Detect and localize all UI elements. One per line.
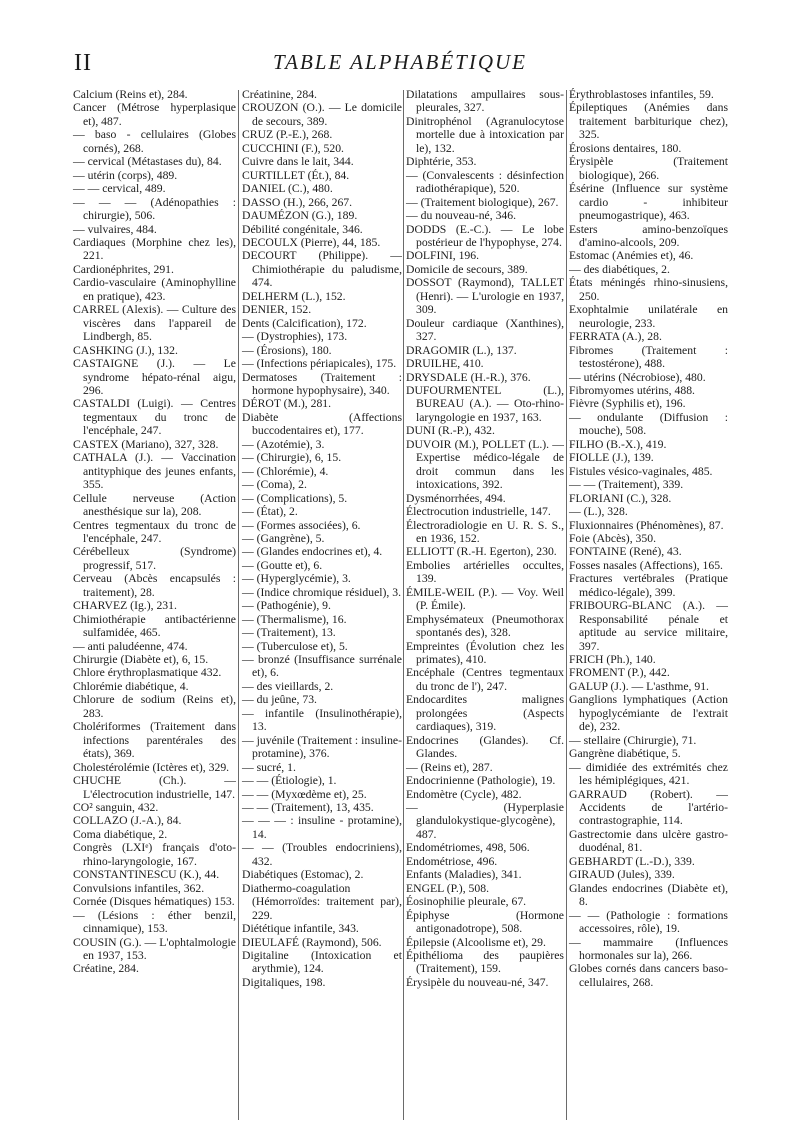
index-entry: Fièvre (Syphilis et), 196. (569, 397, 686, 411)
index-entry: GARRAUD (Robert). — Accidents de l'artério-contrastographie, 114. (569, 787, 728, 828)
index-entry: Fistules vésico-vaginales, 485. (569, 464, 713, 478)
index-entry: DUVOIR (M.), POLLET (L.). — Expertise médico-légale de droit commun dans les intoxications, 392. (406, 437, 564, 492)
page-title: TABLE ALPHABÉTIQUE (273, 50, 527, 74)
index-entry: DUFOURMENTEL (L.), BUREAU (A.). — Oto-rhino-laryngologie en 1937, 163. (406, 383, 564, 424)
index-entry: CATHALA (J.). — Vaccination antityphique des jeunes enfants, 355. (73, 451, 236, 492)
index-entry: — utérin (corps), 489. (73, 168, 178, 182)
index-entry: — — (Traitement), 339. (569, 478, 684, 492)
index-entry: — mammaire (Influences hormonales sur la), 266. (569, 935, 728, 962)
index-entry: Débilité congénitale, 346. (242, 222, 363, 236)
index-column-1 (73, 88, 236, 976)
index-entry: — — — : insuline - protamine), 14. (242, 814, 402, 841)
index-entry: — — cervical, 489. (73, 182, 166, 196)
index-entry: — (Convalescents : désinfection radiothérapique), 520. (406, 168, 564, 196)
index-entry: CROUZON (O.). — Le domicile de secours, 389. (242, 101, 402, 128)
index-entry: Cérébelleux (Syndrome) progressif, 517. (73, 545, 236, 572)
index-entry: Dents (Calcification), 172. (242, 316, 367, 330)
index-entry: Cancer (Métrose hyperplasique et), 487. (73, 101, 236, 128)
index-entry: Créatinine, 284. (242, 88, 317, 101)
index-entry: Cerveau (Abcès encapsulés : traitement), 28. (73, 572, 236, 599)
index-entry: — — (Myxœdème et), 25. (242, 787, 367, 801)
index-entry: — juvénile (Traitement : insuline-protamine), 376. (242, 733, 402, 761)
index-entry: Érythroblastoses infantiles, 59. (569, 88, 714, 101)
index-entry: — stellaire (Chirurgie), 71. (569, 733, 697, 747)
index-entry: FLORIANI (C.), 328. (569, 491, 672, 505)
index-entry: Globes cornés dans cancers baso-cellulaires, 268. (569, 962, 728, 989)
index-entry: Fosses nasales (Affections), 165. (569, 558, 723, 572)
index-entry: Épithélioma des paupières (Traitement), 159. (406, 949, 564, 976)
index-entry: Encéphale (Centres tegmentaux du tronc de l'), 247. (406, 666, 564, 693)
index-column-2 (242, 88, 402, 989)
column-separator (238, 90, 239, 1120)
page-number: II (74, 50, 92, 76)
index-entry: CASTAIGNE (J.). — Le syndrome hépato-rénal aigu, 296. (73, 357, 236, 397)
index-entry: — (Érosions), 180. (242, 343, 332, 357)
index-entry: CONSTANTINESCU (K.), 44. (73, 868, 220, 882)
index-entry: — — (Traitement), 13, 435. (242, 801, 374, 815)
index-entry: Endométriose, 496. (406, 854, 498, 868)
index-entry: DASSO (H.), 266, 267. (242, 195, 353, 209)
index-entry: DOLFINI, 196. (406, 249, 480, 263)
index-entry: DODDS (E.-C.). — Le lobe postérieur de l'hypophyse, 274. (406, 222, 564, 249)
index-entry: DANIEL (C.), 480. (242, 182, 333, 196)
index-entry: FROMENT (P.), 442. (569, 666, 670, 680)
index-entry: Diathermo-coagulation (Hémorroïdes: traitement par), 229. (242, 881, 402, 922)
index-entry: — (Dystrophies), 173. (242, 330, 348, 344)
index-entry: — (Glandes endocrines et), 4. (242, 545, 383, 559)
index-entry: Fluxionnaires (Phénomènes), 87. (569, 518, 724, 532)
index-entry: — (Chlorémie), 4. (242, 464, 329, 478)
index-entry: Diphtérie, 353. (406, 155, 477, 169)
index-entry: — — (Étiologie), 1. (242, 774, 337, 788)
index-entry: — (Traitement), 13. (242, 626, 336, 640)
index-entry: Créatine, 284. (73, 962, 139, 976)
index-entry: FRICH (Ph.), 140. (569, 653, 656, 667)
index-entry: DELHERM (L.), 152. (242, 289, 346, 303)
index-entry: Empreintes (Évolution chez les primates), 410. (406, 639, 564, 667)
index-entry: — — (Pathologie : formations accessoires, rôle), 19. (569, 908, 728, 936)
index-entry: — des vieillards, 2. (242, 679, 334, 693)
index-entry: Érysipèle (Traitement biologique), 266. (569, 155, 728, 182)
index-entry: DRAGOMIR (L.), 137. (406, 343, 517, 357)
page-header (74, 50, 726, 80)
index-entry: CHUCHE (Ch.). — L'électrocution industrielle, 147. (73, 774, 236, 801)
index-entry: Épilepsie (Alcoolisme et), 29. (406, 935, 546, 949)
index-entry: États méningés rhino-sinusiens, 250. (569, 276, 728, 303)
index-entry: Endocardites malignes prolongées (Aspects cardiaques), 319. (406, 693, 564, 734)
index-entry: — anti paludéenne, 474. (73, 639, 188, 653)
index-entry: Dilatations ampullaires sous-pleurales, 327. (406, 88, 564, 115)
index-entry: — (Thermalisme), 16. (242, 612, 347, 626)
index-entry: Épileptiques (Anémies dans traitement barbiturique chez), 325. (569, 101, 728, 142)
index-entry: Foie (Abcès), 350. (569, 531, 656, 545)
index-entry: — bronzé (Insuffisance surrénale et), 6. (242, 653, 402, 680)
index-entry: Ésérine (Influence sur système cardio - inhibiteur pneumogastrique), 463. (569, 182, 728, 223)
index-entry: ÉMILE-WEIL (P.). — Voy. Weil (P. Émile). (406, 585, 564, 613)
index-entry: Cholériformes (Traitement dans infections parentérales des états), 369. (73, 720, 236, 761)
index-entry: Exophtalmie unilatérale en neurologie, 233. (569, 303, 728, 330)
index-entry: — du jeûne, 73. (242, 693, 317, 707)
index-entry: DENIER, 152. (242, 303, 312, 317)
index-entry: Gastrectomie dans ulcère gastro-duodénal, 81. (569, 827, 728, 855)
index-entry: — (Gangrène), 5. (242, 531, 325, 545)
index-entry: — du nouveau-né, 346. (406, 209, 517, 223)
index-entry: Centres tegmentaux du tronc de l'encéphale, 247. (73, 518, 236, 545)
index-entry: Dysménorrhées, 494. (406, 491, 506, 505)
index-entry: CARREL (Alexis). — Culture des viscères dans l'appareil de Lindbergh, 85. (73, 303, 236, 344)
index-entry: FIOLLE (J.), 139. (569, 451, 654, 465)
index-entry: Érosions dentaires, 180. (569, 141, 682, 155)
index-entry: DECOURT (Philippe). — Chimiothérapie du paludisme, 474. (242, 249, 402, 290)
index-entry: CASTALDI (Luigi). — Centres tegmentaux du tronc de l'encéphale, 247. (73, 397, 236, 438)
index-entry: Endométriomes, 498, 506. (406, 841, 530, 855)
column-separator (566, 90, 567, 1120)
index-entry: — (Traitement biologique), 267. (406, 195, 559, 209)
index-entry: Endocrinienne (Pathologie), 19. (406, 774, 556, 788)
index-entry: Fractures vertébrales (Pratique médico-légale), 399. (569, 572, 728, 599)
index-entry: Cardio-vasculaire (Aminophylline en pratique), 423. (73, 276, 236, 303)
index-entry: — des diabétiques, 2. (569, 262, 670, 276)
index-entry: Chlorure de sodium (Reins et), 283. (73, 693, 236, 720)
index-entry: — (Infections périapicales), 175. (242, 357, 397, 371)
index-entry: Diabète (Affections buccodentaires et), 177. (242, 410, 402, 438)
index-entry: DOSSOT (Raymond), TALLET (Henri). — L'urologie en 1937, 309. (406, 276, 564, 317)
index-entry: CO² sanguin, 432. (73, 801, 159, 815)
index-entry: Fibromyomes utérins, 488. (569, 383, 695, 397)
index-entry: Chimiothérapie antibactérienne sulfamidée, 465. (73, 612, 236, 640)
index-entry: — (Hyperplasie glandulokystique-glycogène), 487. (406, 801, 564, 841)
index-entry: — baso - cellulaires (Globes cornés), 268. (73, 128, 236, 155)
index-entry: CHARVEZ (Ig.), 231. (73, 599, 177, 613)
index-entry: — (Chirurgie), 6, 15. (242, 451, 342, 465)
index-entry: Ganglions lymphatiques (Action hypoglycémiante de l'extrait de), 232. (569, 693, 728, 734)
index-entry: Digitaliques, 198. (242, 975, 326, 989)
index-entry: — (Coma), 2. (242, 478, 307, 492)
index-entry: Cuivre dans le lait, 344. (242, 155, 354, 169)
index-entry: CURTILLET (Ét.), 84. (242, 168, 350, 182)
index-entry: Éosinophilie pleurale, 67. (406, 895, 527, 909)
index-entry: DIEULAFÉ (Raymond), 506. (242, 935, 382, 949)
index-entry: Calcium (Reins et), 284. (73, 88, 188, 101)
index-entry: Chlorémie diabétique, 4. (73, 679, 189, 693)
index-entry: ENGEL (P.), 508. (406, 881, 489, 895)
index-entry: — (Reins et), 287. (406, 760, 493, 774)
index-entry: Endocrines (Glandes). Cf. Glandes. (406, 733, 564, 761)
index-entry: DECOULX (Pierre), 44, 185. (242, 235, 381, 249)
index-entry: DAUMÉZON (G.), 189. (242, 209, 358, 223)
index-entry: Domicile de secours, 389. (406, 262, 528, 276)
index-entry: Épiphyse (Hormone antigonadotrope), 508. (406, 908, 564, 936)
index-entry: — — (Troubles endocriniens), 432. (242, 841, 402, 868)
index-entry: — (État), 2. (242, 505, 298, 519)
index-entry: DUNI (R.-P.), 432. (406, 424, 495, 438)
index-entry: GEBHARDT (L.-D.), 339. (569, 854, 695, 868)
index-entry: CASTEX (Mariano), 327, 328. (73, 437, 219, 451)
index-entry: Cornée (Disques hématiques) 153. (73, 895, 235, 909)
index-entry: — ondulante (Diffusion : mouche), 508. (569, 410, 728, 438)
index-entry: Chlore érythroplasmatique 432. (73, 666, 222, 680)
index-entry: Estomac (Anémies et), 46. (569, 249, 694, 263)
index-entry: — (Formes associées), 6. (242, 518, 361, 532)
index-entry: COUSIN (G.). — L'ophtalmologie en 1937, 153. (73, 935, 236, 962)
index-entry: Diététique infantile, 343. (242, 922, 359, 936)
index-entry: DRYSDALE (H.-R.), 376. (406, 370, 531, 384)
index-entry: Dinitrophénol (Agranulocytose mortelle due à intoxication par le), 132. (406, 114, 564, 155)
index-entry: — infantile (Insulinothérapie), 13. (242, 706, 402, 734)
index-entry: FILHO (B.-X.), 419. (569, 437, 667, 451)
index-entry: — dimidiée des extrémités chez les hémiplégiques, 421. (569, 760, 728, 788)
index-entry: Cardiaques (Morphine chez les), 221. (73, 235, 236, 263)
index-entry: Cholestérolémie (Ictères et), 329. (73, 760, 230, 774)
index-entry: Endomètre (Cycle), 482. (406, 787, 522, 801)
index-entry: — vulvaires, 484. (73, 222, 157, 236)
index-entry: — cervical (Métastases du), 84. (73, 155, 222, 169)
index-entry: Érysipèle du nouveau-né, 347. (406, 975, 549, 989)
index-entry: Dermatoses (Traitement : hormone hypophysaire), 340. (242, 370, 402, 397)
index-entry: — (Complications), 5. (242, 491, 348, 505)
index-entry: Gangrène diabétique, 5. (569, 747, 681, 761)
index-entry: GALUP (J.). — L'asthme, 91. (569, 679, 709, 693)
index-entry: DÉROT (M.), 281. (242, 397, 332, 411)
index-entry: Électroradiologie en U. R. S. S., en 1936, 152. (406, 518, 564, 545)
index-entry: CRUZ (P.-E.), 268. (242, 128, 333, 142)
index-entry: — (Azotémie), 3. (242, 437, 325, 451)
column-separator (403, 90, 404, 1120)
index-entry: Glandes endocrines (Diabète et), 8. (569, 881, 728, 909)
index-entry: — utérins (Nécrobiose), 480. (569, 370, 706, 384)
index-entry: CASHKING (J.), 132. (73, 343, 178, 357)
index-entry: FONTAINE (René), 43. (569, 545, 682, 559)
index-entry: GIRAUD (Jules), 339. (569, 868, 675, 882)
index-entry: Chirurgie (Diabète et), 6, 15. (73, 653, 209, 667)
index-entry: — (L.), 328. (569, 505, 628, 519)
index-entry: ELLIOTT (R.-H. Egerton), 230. (406, 545, 557, 559)
index-entry: Électrocution industrielle, 147. (406, 505, 551, 519)
index-entry: — — — (Adénopathies : chirurgie), 506. (73, 195, 236, 223)
index-entry: Coma diabétique, 2. (73, 827, 168, 841)
index-entry: Convulsions infantiles, 362. (73, 881, 205, 895)
index-entry: — (Indice chromique résiduel), 3. (242, 585, 402, 599)
index-entry: Cardionéphrites, 291. (73, 262, 174, 276)
index-entry: — (Tuberculose et), 5. (242, 639, 348, 653)
index-entry: Diabétiques (Estomac), 2. (242, 868, 364, 882)
index-entry: Enfants (Maladies), 341. (406, 868, 522, 882)
index-entry: FERRATA (A.), 28. (569, 330, 662, 344)
index-entry: COLLAZO (J.-A.), 84. (73, 814, 182, 828)
index-entry: Esters amino-benzoïques d'amino-alcools, 209. (569, 222, 728, 249)
index-entry: Embolies artérielles occultes, 139. (406, 558, 564, 586)
index-entry: — (Goutte et), 6. (242, 558, 323, 572)
index-entry: Douleur cardiaque (Xanthines), 327. (406, 316, 564, 344)
index-entry: CUCCHINI (F.), 520. (242, 141, 344, 155)
index-entry: — (Lésions : éther benzil, cinnamique), 153. (73, 908, 236, 936)
index-column-4 (569, 88, 728, 989)
index-entry: Emphysémateux (Pneumothorax spontanés des), 328. (406, 612, 564, 640)
index-entry: — (Pathogénie), 9. (242, 599, 331, 613)
index-entry: Digitaline (Intoxication et arythmie), 124. (242, 949, 402, 976)
index-entry: — (Hyperglycémie), 3. (242, 572, 351, 586)
index-entry: Fibromes (Traitement : testostérone), 488. (569, 343, 728, 371)
index-column-3 (406, 88, 564, 989)
index-entry: DRUILHE, 410. (406, 357, 484, 371)
index-entry: FRIBOURG-BLANC (A.). — Responsabilité pénale et aptitude au service militaire, 397. (569, 599, 728, 653)
index-entry: Cellule nerveuse (Action anesthésique sur la), 208. (73, 491, 236, 519)
index-entry: Congrès (LXIᵉ) français d'oto-rhino-laryngologie, 167. (73, 841, 236, 868)
index-entry: — sucré, 1. (242, 760, 296, 774)
